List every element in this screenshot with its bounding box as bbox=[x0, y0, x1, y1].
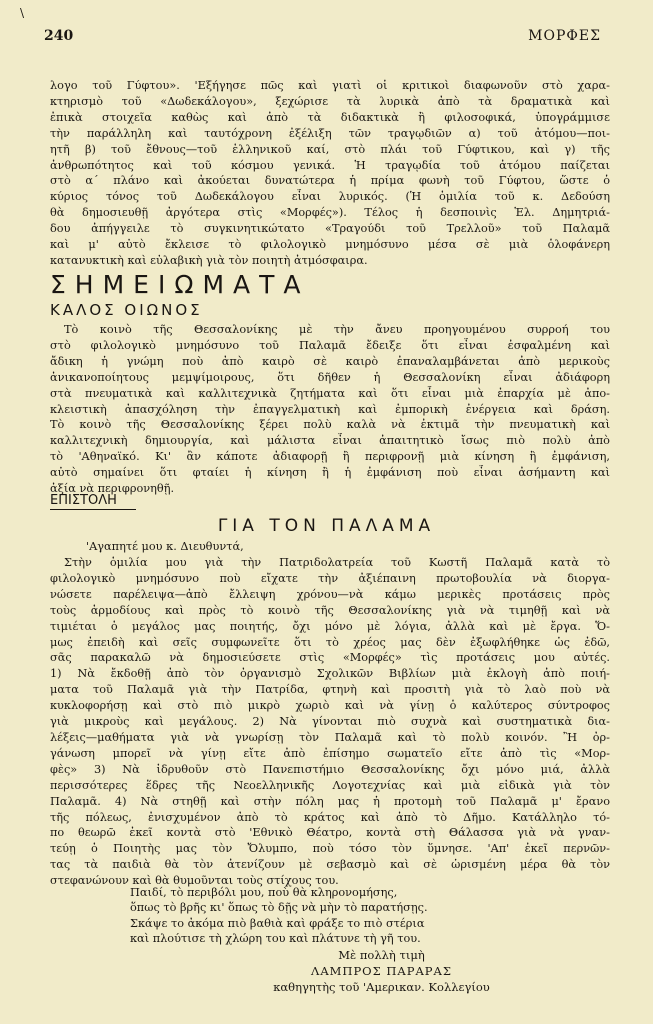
letter-text-line: φὲς» 3) Νὰ ἱδρυθοῦν στὸ Πανεπιστήμιο Θεσσαλονίκης ὄχι μόνο μιά, ἀλλὰ bbox=[50, 762, 610, 776]
closing-line: Μὲ πολλὴ τιμὴ bbox=[338, 948, 425, 962]
letter-title: ΓΙΑ ΤΟΝ ΠΑΛΑΜΑ bbox=[217, 516, 436, 536]
kalos-text-line: ἀνικανοποίητους μεμψίμοιρους, ὅτι δῆθεν ἡ Θεσσαλονίκη εἶναι ἀδιάφορη bbox=[50, 370, 610, 384]
kalos-text-line: τὸ 'Αθηναϊκό. Κι' ἂν κάποτε ἀδιαφορῇ ἢ περιφρονῇ μιὰ κίνηση ἢ ἐμφάνιση, bbox=[50, 450, 610, 464]
letter-text-line: νώσετε παρέλειψα—ἀπὸ ἔλλειψη χρόνου—νὰ κάμω μερικὲς προτάσεις πρὸς bbox=[50, 587, 610, 601]
intro-text-line: ἐπικὰ στοιχεῖα καθὼς καὶ ἀπὸ τὰ διδακτικὰ ἢ φιλοσοφικά, ὑπογράμμισε bbox=[50, 110, 610, 124]
kalos-text-line: ἀξία νὰ περιφρονηθῇ. bbox=[50, 482, 175, 496]
intro-text-line: καὶ μ' αὐτὸ ἔκλεισε τὸ φιλολογικὸ μνημόσυνο μέσα σὲ μιὰ ὁλοφάνερη bbox=[50, 238, 610, 252]
section-heading: ΣΗΜΕΙΩΜΑΤΑ bbox=[50, 270, 310, 299]
letter-text-line: 1) Νὰ ἔκδοθῇ ἀπὸ τὸν ὀργανισμὸ Σχολικῶν Βιβλίων μιὰ ἐκλογὴ ἀπὸ ποιή- bbox=[50, 667, 610, 681]
letter-salutation: 'Αγαπητέ μου κ. Διευθυντά, bbox=[86, 540, 244, 553]
letter-text-line: γιὰ μικροὺς καὶ μεγάλους. 2) Νὰ γίνονται πιὸ συχνὰ καὶ συστηματικὰ δια- bbox=[50, 715, 610, 729]
letter-label-rule bbox=[50, 509, 136, 510]
intro-text-line: ἀνθρωπότητος καὶ τοῦ κόσμου γενικά. Ἡ τραγῳδία τοῦ ἀτόμου παίζεται bbox=[50, 158, 610, 172]
kalos-text-line: Τὸ κοινὸ τῆς Θεσσαλονίκης μὲ τὴν ἄνευ προηγουμένου συρροή του bbox=[64, 323, 610, 336]
letter-text-line: Παλαμᾶ. 4) Νὰ στηθῇ καὶ στὴν πόλη μας ἡ προτομὴ τοῦ Παλαμᾶ μ' ἔρανο bbox=[50, 794, 610, 808]
letter-text-line: φιλολογικὸ μνημόσυνο ποὺ εἴχατε τὴν ἀξιέπαινη πρωτοβουλία νὰ διοργα- bbox=[50, 571, 610, 585]
poem-quote bbox=[130, 885, 428, 947]
page-header bbox=[44, 28, 601, 50]
kalos-text-line: στὰ πνευματικὰ καὶ καλλιτεχνικὰ ζητήματα καὶ ὅτι εἶναι μιὰ ἐπαρχία μὲ ἀπο- bbox=[50, 386, 610, 400]
letter-text-line: τιμιέται ὁ μεγάλος μας ποιητής, ὄχι μόνο μὲ λόγια, ἀλλὰ καὶ μὲ ἔργα. Ὅ- bbox=[50, 619, 610, 633]
section-subheading: ΚΑΛΟΣ ΟΙΩΝΟΣ bbox=[50, 301, 203, 319]
letter-text-line: τοὺς ἁρμοδίους καὶ πρὸς τὸ κοινὸ τῆς Θεσσαλονίκης γιὰ νὰ τιμηθῇ καὶ νὰ bbox=[50, 603, 610, 617]
letter-text-line: τεύῃ ὁ Ποιητὴς μας τὸν Ὄλυμπο, ποὺ τόσο τὸν ὕμνησε. 'Απ' ἐκεῖ περνῶν- bbox=[50, 842, 610, 856]
intro-text-line: ητῆ β) τοῦ ἔθνους—τοῦ ἑλληνικοῦ καί, στὸ πλάι τοῦ Γύφτικου, καὶ γ) τῆς bbox=[50, 142, 610, 156]
poem-line: καὶ πλούτισε τὴ χλώρη του καὶ πλάτυνε τὴ γῆ του. bbox=[130, 932, 421, 946]
kalos-text-line: καλλιτεχνικὴ δημιουργία, καὶ μάλιστα εἶναι ἀπαιτητικὸ ἴσως πιὸ πολὺ ἀπὸ bbox=[50, 434, 610, 448]
letter-text-line: πο θεωρῶ ἐκεῖ κοντὰ στὸ 'Εθνικὸ Θέατρο, κοντὰ στὴ Θάλασσα γιὰ νὰ γναν- bbox=[50, 826, 610, 840]
letter-text-line: στεφανώνουν καὶ θὰ θυμοῦνται τοὺς στίχους του. bbox=[50, 874, 339, 888]
letter-text-line: τας τὰ παιδιὰ θὰ τὸν ἀτενίζουν μὲ σεβασμὸ καὶ σὲ ὡρισμένη μέρα θὰ τὸν bbox=[50, 858, 610, 872]
intro-text-line: κατανυκτικὴ καὶ εὐλαβικὴ γιὰ τὸν ποιητὴ ἀτμόσφαιρα. bbox=[50, 253, 368, 267]
letter-text-line: ματα τοῦ Παλαμᾶ γιὰ τὴν Πατρίδα, φτηνὴ καὶ προσιτὴ γιὰ τὸ λαὸ ποὺ νὰ bbox=[50, 683, 610, 697]
kalos-text-line: κλειστικὴ ἀπασχόληση τὴν ἐπαγγελματικὴ καὶ ἐμπορικὴ ἐνέργεια καὶ δράση. bbox=[50, 402, 610, 416]
letter-text-line: Στὴν ὁμιλία μου γιὰ τὴν Πατριδολατρεία τοῦ Κωστῆ Παλαμᾶ κατὰ τὸ bbox=[64, 556, 610, 569]
letter-label: ΕΠΙΣΤΟΛΗ bbox=[50, 493, 117, 508]
poem-line: Σκάψε το ἀκόμα πιὸ βαθιὰ καὶ φράξε το πιὸ στέρια bbox=[130, 916, 425, 930]
letter-text-line: σᾶς παρακαλῶ νὰ δημοσιεύσετε στὶς «Μορφές» τὶς προτάσεις μου αὐτές. bbox=[50, 651, 610, 665]
intro-paragraph bbox=[50, 78, 610, 269]
intro-text-line: κύριος τόνος τοῦ Δωδεκάλογου εἶναι λυρικός. (Ἡ ὁμιλία τοῦ κ. Δεδούση bbox=[50, 190, 610, 204]
intro-text-line: στὸ α΄ πλάνο καὶ ἀκούεται δυνατώτερα ἡ πρίμα φωνὴ τοῦ Γύφτου, ὥστε ὁ bbox=[50, 174, 610, 188]
poem-line: ὅπως τὸ βρῆς κι' ὅπως τὸ δῇς νὰ μὴν τὸ παρατήσῃς. bbox=[130, 901, 428, 915]
signature-name: ΛΑΜΠΡΟΣ ΠΑΡΑΡΑΣ bbox=[311, 964, 452, 978]
letter-text-line: τῆς πόλεως, ἐνισχυμένον ἀπὸ τὸ κράτος καὶ ἀπὸ τὸ Δῆμο. Κατάλληλο τό- bbox=[50, 810, 610, 824]
letter-body bbox=[50, 555, 610, 889]
corner-mark: \ bbox=[20, 6, 25, 20]
letter-text-line: περισσότερες ἕδρες τῆς Νεοελληνικῆς Λογοτεχνίας καὶ μιὰ εἰδικὰ γιὰ τὸν bbox=[50, 778, 610, 792]
poem-line: Παιδί, τὸ περιβόλι μου, ποὺ θὰ κληρονομήσης, bbox=[130, 886, 398, 899]
intro-text-line: λογο τοῦ Γύφτου». 'Εξήγησε πῶς καὶ γιατὶ οἱ κριτικοὶ διαφωνοῦν στὸ χαρα- bbox=[50, 79, 610, 92]
intro-text-line: τὴν παράλληλη καὶ ταυτόχρονη ἐξέλιξη τῶν τραγῳδιῶν α) τοῦ ἀτόμου—ποι- bbox=[50, 126, 610, 140]
intro-text-line: δου ἀπήγγειλε τὸ συγκινητικώτατο «Τραγούδι τοῦ Τρελλοῦ» τοῦ Παλαμᾶ bbox=[50, 222, 610, 236]
intro-text-line: κτηρισμὸ τοῦ «Δωδεκάλογου», ξεχώρισε τὰ λυρικὰ ἀπὸ τὰ δραματικὰ καὶ bbox=[50, 94, 610, 108]
signature-title: καθηγητὴς τοῦ 'Αμερικαν. Κολλεγίου bbox=[273, 980, 490, 994]
page-number: 240 bbox=[44, 28, 74, 44]
kalos-text-line: στὸ φιλολογικὸ μνημόσυνο τοῦ Παλαμᾶ ἔδειξε ὅτι εἶναι ἐσφαλμένη καὶ bbox=[50, 338, 610, 352]
intro-text-line: θὰ δημοσιευθῇ ἀργότερα στὶς «Μορφές»). Τέλος ἡ δεσποινὶς Ἑλ. Δημητριά- bbox=[50, 206, 610, 220]
kalos-oionos-paragraph bbox=[50, 322, 610, 497]
letter-text-line: γάνωση μπορεῖ νὰ γίνῃ εἴτε ἀπὸ ἐπίσημο σωματεῖο εἴτε ἀπὸ τὶς «Μορ- bbox=[50, 746, 610, 760]
kalos-text-line: Τὸ κοινὸ τῆς Θεσσαλονίκης ξέρει πολὺ καλὰ νὰ ἐκτιμᾶ τὴν πνευματικὴ καὶ bbox=[50, 418, 610, 432]
kalos-text-line: αὐτὸ σημαίνει ὅτι φταίει ἡ κίνηση ἢ ἡ ἐμφάνιση ποὺ εἶναι ἀσήμαντη καὶ bbox=[50, 466, 610, 480]
journal-title: ΜΟΡΦΕΣ bbox=[528, 28, 601, 44]
kalos-text-line: ἄδικη ἡ γνώμη ποὺ ἀπὸ καιρὸ σὲ καιρὸ ἐπαναλαμβάνεται ἀπὸ μερικοὺς bbox=[50, 354, 610, 368]
letter-text-line: μως ἐπειδὴ καὶ σεῖς συμφωνεῖτε ὅτι τὸ χρέος μας δὲν ἐξωφλήθηκε ὡς ἐδῶ, bbox=[50, 635, 610, 649]
letter-text-line: λέξεις—μαθήματα γιὰ νὰ γνωρίσῃ τὸν Παλαμᾶ καὶ τὸ πολὺ κοινόν. Ἢ ὀρ- bbox=[50, 730, 610, 744]
letter-text-line: κυκλοφορήσῃ καὶ στὸ πιὸ μικρὸ χωριὸ καὶ νὰ γίνῃ ὁ καλύτερος σύντροφος bbox=[50, 699, 610, 713]
